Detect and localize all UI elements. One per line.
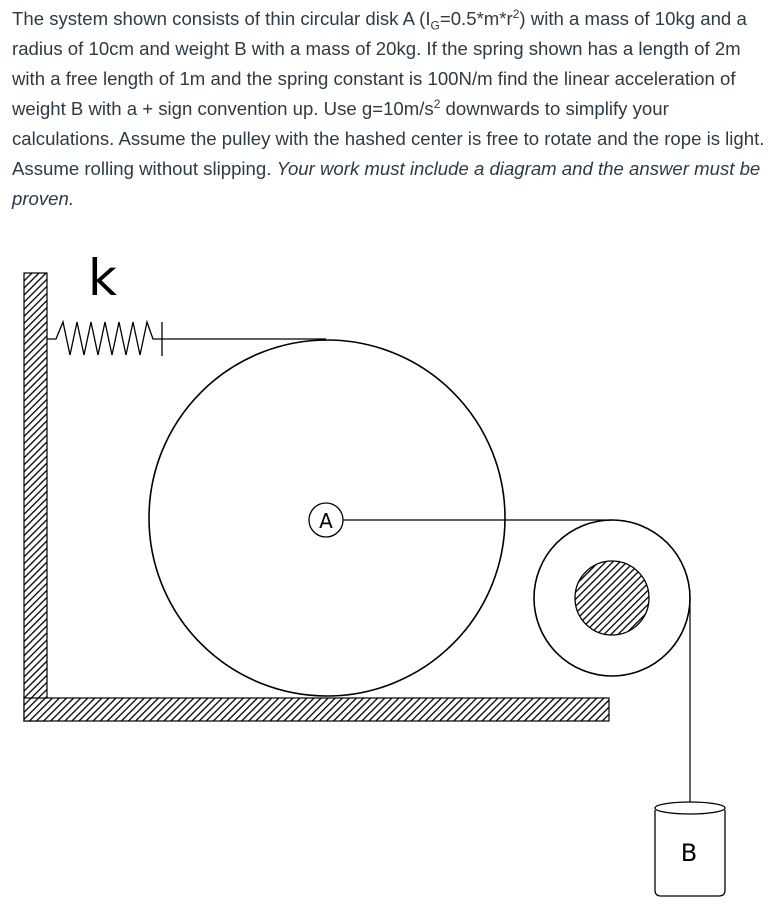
radius-squared-superscript: 2 [512, 6, 520, 21]
hatched-wall [24, 273, 47, 721]
problem-text-part-2: =0.5*m*r [439, 8, 513, 29]
hatched-floor [24, 698, 609, 721]
spring-label: k [88, 249, 117, 307]
disk-a-label: A [319, 509, 333, 533]
problem-text-part-3: ) with a mass of 10kg and a radius of 10cm and weight B with a mass of 20kg. If the spring shown has a length of 2m with a free length of 1m and the spring constant is 100N/m find the linear acceleration of weight B with a + sign convention up. Use g=10m/s [12, 8, 747, 119]
spring [47, 322, 162, 355]
gravity-units-superscript: 2 [433, 96, 441, 111]
problem-text-part-1: The system shown consists of thin circular disk A (I [12, 8, 431, 29]
pulley-hashed-center [575, 561, 649, 635]
weight-b-top [655, 802, 725, 814]
weight-b-label: B [680, 839, 698, 867]
inertia-subscript: G [430, 18, 440, 33]
problem-emphasis: Your work must include a diagram and the answer must be proven. [12, 158, 761, 209]
problem-text-part-4: downwards to simplify your calculations. Assume the pulley with the hashed center is free to rotate and the rope is light. Assume rolling without slipping. [12, 98, 765, 179]
